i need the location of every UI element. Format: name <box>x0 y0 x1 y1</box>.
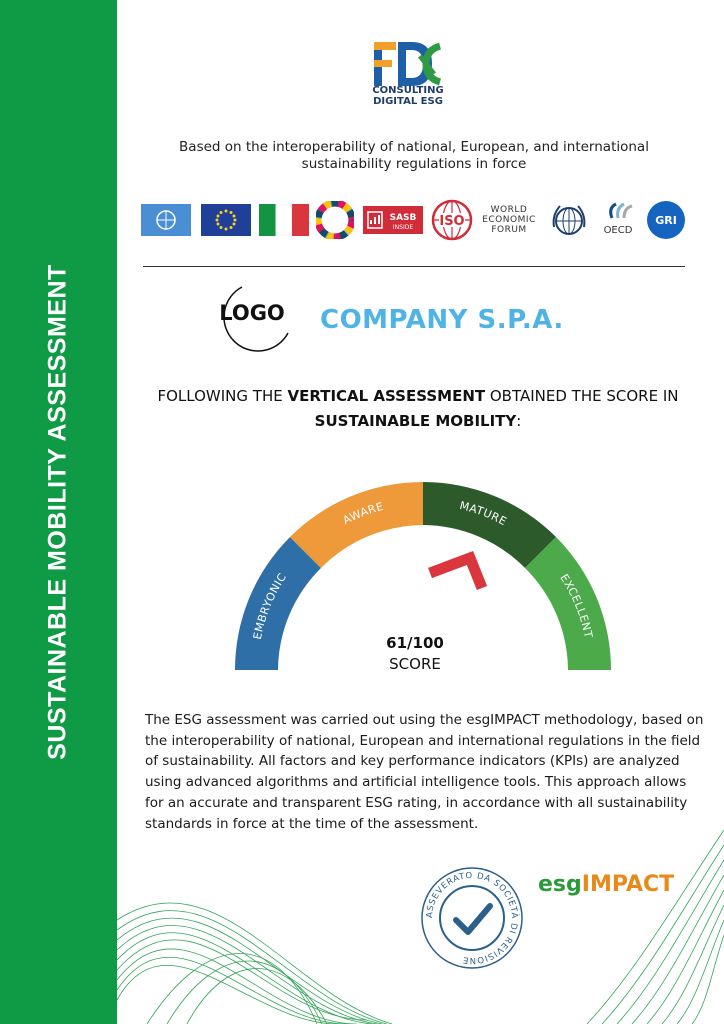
assessment-prefix: FOLLOWING THE <box>157 387 288 405</box>
gauge-segment-mature <box>423 482 556 568</box>
gauge-label-embryonic: EMBRYONIC <box>250 570 290 641</box>
un-global-compact-icon <box>545 198 593 242</box>
svg-text:SASB: SASB <box>389 213 417 223</box>
svg-text:INSIDE: INSIDE <box>392 224 414 231</box>
esgimpact-logo <box>538 872 674 897</box>
gauge-segment-excellent <box>525 537 611 670</box>
svg-text:GRI: GRI <box>655 214 677 227</box>
brand-subtitle-line1: CONSULTING <box>372 85 444 96</box>
sidebar <box>0 0 117 1024</box>
svg-text:ISO: ISO <box>439 214 465 229</box>
gri-badge <box>645 198 687 242</box>
gauge-label-aware: AWARE <box>340 499 386 528</box>
esgimpact-logo-part2: IMPACT <box>581 872 675 897</box>
audit-seal <box>420 866 524 970</box>
italy-flag-icon <box>258 198 310 242</box>
company-name: COMPANY S.P.A. <box>320 305 564 335</box>
gauge-label-excellent: EXCELLENT <box>557 571 595 640</box>
score-value: 61/100 <box>386 634 444 652</box>
seal-text: ASSEVERATO DA SOCIETÀ DI REVISIONE <box>424 870 520 966</box>
sidebar-title: SUSTAINABLE MOBILITY ASSESSMENT <box>43 264 72 760</box>
standards-badges <box>140 198 690 244</box>
oecd-badge <box>597 198 639 242</box>
gauge-needle <box>430 558 482 588</box>
wef-badge: WORLD ECONOMIC FORUM <box>482 205 536 235</box>
score-label: SCORE <box>389 655 441 673</box>
section-divider <box>143 266 685 267</box>
intro-text: Based on the interoperability of national, European, and international sustainability regulations in force <box>179 139 649 172</box>
methodology-paragraph: The ESG assessment was carried out using the esgIMPACT methodology, based on the interoperability of national, European and international regulations in the field of sustainability. All factors and key performance indicators (KPIs) are analyzed using advanced algorithms and artificial intelligence tools. This approach allows for an accurate and transparent ESG rating, in accordance with all sustainability standards in force at the time of the assessment. <box>145 712 704 832</box>
un-flag-icon <box>140 198 192 242</box>
gauge-segment-embryonic <box>235 537 321 670</box>
eu-flag-icon <box>200 198 252 242</box>
assessment-area: SUSTAINABLE MOBILITY <box>314 412 517 430</box>
sdg-wheel-icon <box>315 198 355 242</box>
sasb-badge <box>362 198 424 242</box>
assessment-type: VERTICAL ASSESSMENT <box>287 387 486 405</box>
brand-subtitle-line2: DIGITAL ESG <box>373 96 443 107</box>
gauge-segment-aware <box>290 482 423 568</box>
assessment-suffix: : <box>516 412 522 430</box>
assessment-statement <box>140 384 696 434</box>
brand-subtitle <box>362 85 454 107</box>
assessment-middle: OBTAINED THE SCORE IN <box>485 387 679 405</box>
esgimpact-logo-part1: esg <box>538 872 582 897</box>
iso-badge <box>430 198 474 242</box>
svg-text:OECD: OECD <box>603 225 633 236</box>
company-logo-text: LOGO <box>219 301 285 325</box>
gauge-label-mature: MATURE <box>458 498 509 529</box>
